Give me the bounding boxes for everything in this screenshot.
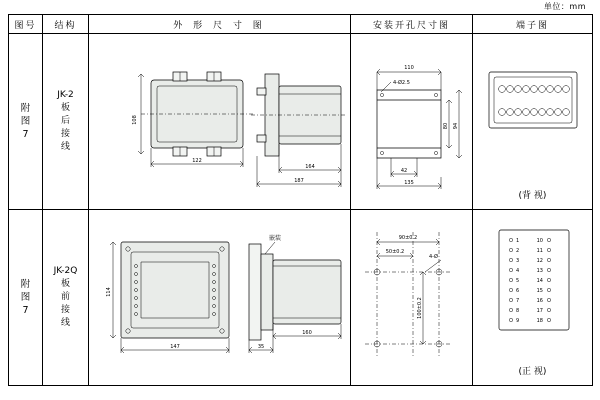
svg-text:14: 14 [536,278,543,284]
svg-text:15: 15 [536,288,543,294]
row-a-terminal-drawing [473,34,593,210]
svg-text:10: 10 [536,238,543,244]
svg-text:3: 3 [516,258,520,264]
table-header-row [9,15,593,34]
row-a-outline-drawing [89,34,351,210]
svg-text:108: 108 [132,115,138,125]
svg-text:94: 94 [453,122,459,130]
terminal-caption-a: (背 视) [518,191,547,201]
header-outline: 外 形 尺 寸 图 [89,15,351,34]
fig-no-label-b: 附 图 7 [20,279,31,316]
svg-text:147: 147 [170,344,180,350]
svg-text:嵌装: 嵌装 [268,235,282,242]
header-terminal: 端子图 [473,15,593,34]
row-a-mounting-drawing [351,34,473,210]
header-structure: 结构 [43,15,89,34]
svg-text:8: 8 [516,308,520,314]
svg-text:13: 13 [536,268,543,274]
svg-text:6: 6 [516,288,520,294]
outline-svg-b [89,210,351,384]
row-b-terminal-drawing [473,210,593,386]
svg-text:50±0.2: 50±0.2 [385,249,405,255]
svg-text:18: 18 [536,318,543,324]
svg-text:35: 35 [257,344,265,350]
structure-label-b: JK-2Q 板 前 接 线 [53,266,78,328]
svg-text:9: 9 [516,318,520,324]
row-a-structure [43,34,89,210]
row-b-fig-no [9,210,43,386]
svg-text:122: 122 [192,158,202,164]
svg-text:4-Ø: 4-Ø [429,254,438,260]
svg-text:114: 114 [106,287,112,297]
svg-text:90±0.2: 90±0.2 [398,235,418,241]
header-mounting: 安装开孔尺寸图 [351,15,473,34]
row-b-structure [43,210,89,386]
table-row [9,34,593,210]
svg-text:1: 1 [516,238,520,244]
mounting-svg-b [351,210,473,384]
svg-text:100±0.2: 100±0.2 [417,297,423,319]
mounting-svg-a [351,34,473,208]
svg-text:187: 187 [294,178,304,184]
svg-text:160: 160 [302,330,312,336]
svg-text:7: 7 [516,298,520,304]
svg-text:4: 4 [516,268,520,274]
terminal-svg-a [473,34,593,184]
header-fig-no: 图号 [9,15,43,34]
table-row [9,210,593,386]
fig-no-label-a: 附 图 7 [20,103,31,140]
spec-table [8,14,593,386]
svg-text:80: 80 [443,122,449,130]
terminal-caption-b: (正 视) [518,367,547,377]
svg-text:42: 42 [400,168,408,174]
row-a-fig-no [9,34,43,210]
svg-text:17: 17 [536,308,543,314]
svg-text:164: 164 [305,164,315,170]
svg-text:12: 12 [536,258,543,264]
svg-text:4-Ø2.5: 4-Ø2.5 [393,80,410,86]
structure-label-a: JK-2 板 后 接 线 [57,90,74,152]
row-b-outline-drawing [89,210,351,386]
svg-text:16: 16 [536,298,543,304]
svg-text:2: 2 [516,248,520,254]
svg-text:5: 5 [516,278,520,284]
unit-note: 单位：mm [543,2,586,11]
svg-text:110: 110 [404,65,414,71]
svg-text:135: 135 [404,180,414,186]
terminal-svg-b [473,210,593,360]
row-b-mounting-drawing [351,210,473,386]
outline-svg-a [89,34,351,208]
svg-text:11: 11 [536,248,543,254]
